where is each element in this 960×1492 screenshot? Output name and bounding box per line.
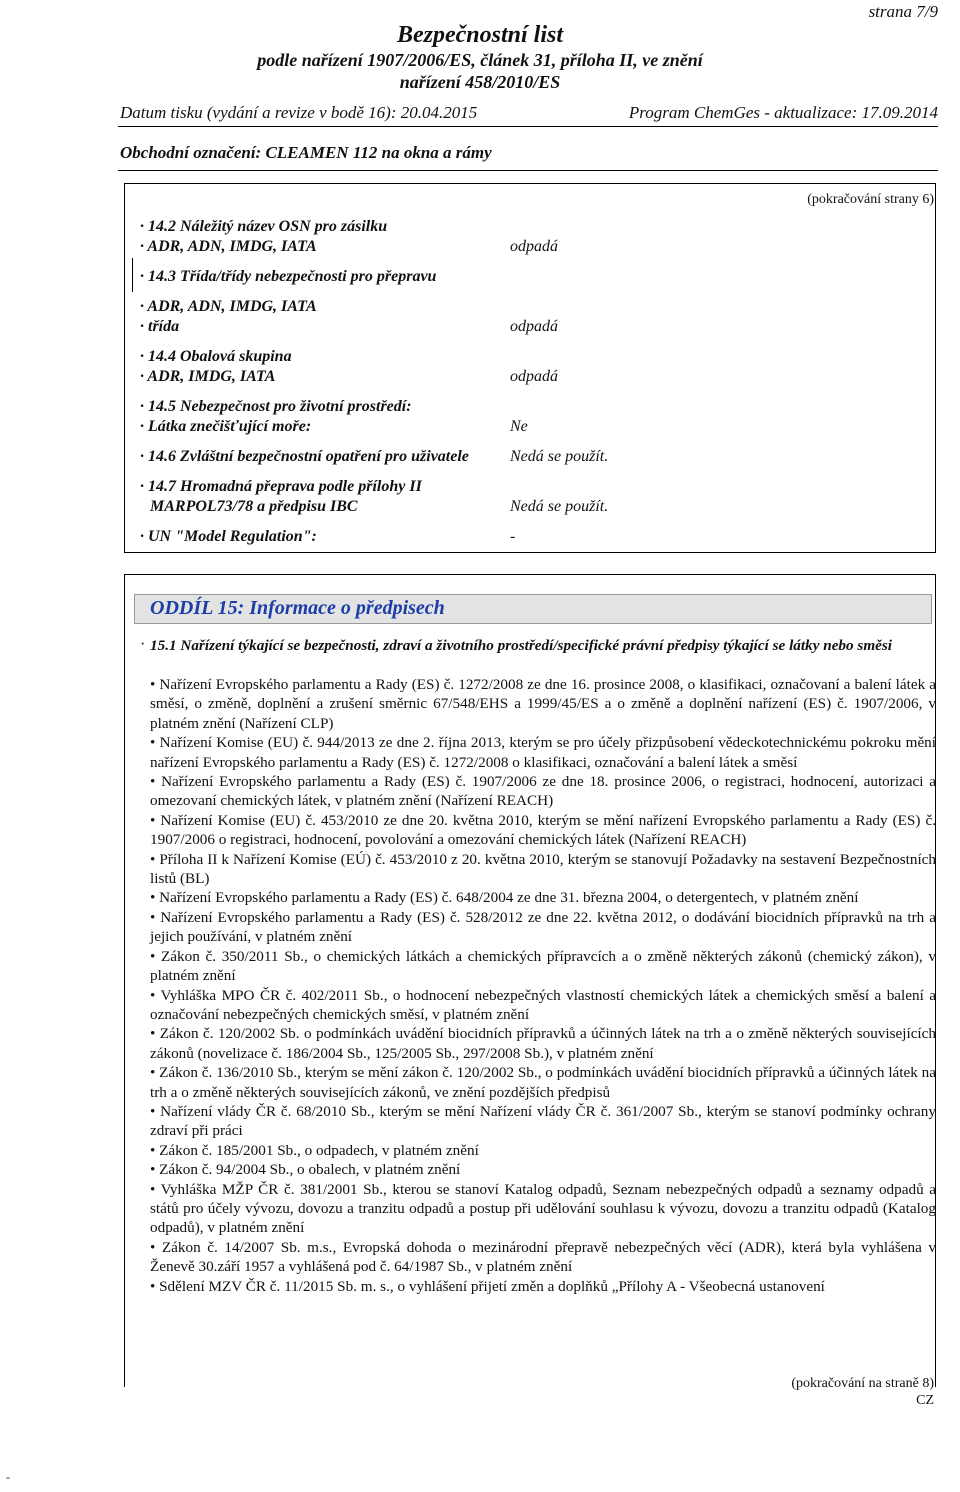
regulation-item: • Vyhláška MŽP ČR č. 381/2001 Sb., kterou se stanoví Katalog odpadů, Seznam nebezpečných odpadů a seznamy odpadů a států pro účely vývozu, dovozu a tranzitu odpadů a postup při udělování souhlasu k vývozu, dovozu a tranzitu odpadů (Katalog odpadů), v platném znění	[150, 1180, 936, 1237]
row-un-value: -	[510, 528, 516, 545]
row-marpol-label: MARPOL73/78 a předpisu IBC	[150, 498, 358, 515]
row-marpol-value: Nedá se použít.	[510, 498, 609, 515]
regulation-item: • Nařízení Evropského parlamentu a Rady (ES) č. 648/2004 ze dne 31. března 2004, o detergentech, v platném znění	[150, 889, 859, 907]
regulation-item: • Zákon č. 94/2004 Sb., o obalech, v platném znění	[150, 1161, 461, 1179]
regulation-item: • Sdělení MZV ČR č. 11/2015 Sb. m. s., o vyhlášení přijetí změn a doplňků „Přílohy A - Všeobecná ustanovení	[150, 1277, 825, 1295]
regulation-item: • Zákon č. 136/2010 Sb., kterým se mění zákon č. 120/2002 Sb., o podmínkách uvádění biocidních přípravků a účinných látek na trh a o změně některých souvisejících zákonů, ve znění pozdějších předpisů	[150, 1064, 936, 1101]
continued-on-next: (pokračování na straně 8)	[791, 1376, 934, 1391]
row-14-3-label: · 14.3 Třída/třídy nebezpečnosti pro přepravu	[140, 268, 437, 285]
row-adr-value: odpadá	[510, 238, 558, 255]
regulation-item: • Nařízení Komise (EU) č. 453/2010 ze dne 20. května 2010, kterým se mění nařízení Evropského parlamentu a Rady (ES) č. 1907/2006 o registraci, hodnocení, povolování a omezování chemických látek (Nařízení REACH)	[150, 811, 936, 849]
regulation-subtitle: podle nařízení 1907/2006/ES, článek 31, příloha II, ve znění	[257, 50, 703, 70]
document-title: Bezpečnostní list	[396, 22, 564, 48]
regulation-item: • Nařízení vlády ČR č. 68/2010 Sb., kterým se mění Nařízení vlády ČR č. 361/2007 Sb., kterým se stanoví podmínky ochrany zdraví při práci	[150, 1102, 936, 1140]
row-adr3-label: · ADR, IMDG, IATA	[140, 368, 276, 385]
trade-name: Obchodní označení: CLEAMEN 112 na okna a rámy	[120, 143, 492, 162]
print-date: Datum tisku (vydání a revize v bodě 16): 20.04.2015	[120, 103, 478, 122]
regulation-item: • Zákon č. 120/2002 Sb. o podmínkách uvádění biocidních přípravků a účinných látek na trh a o změně některých souvisejících zákonů (novelizace č. 186/2004 Sb., 125/2005 Sb., 297/2008 Sb.), v platném znění	[150, 1025, 936, 1062]
regulation-item: • Vyhláška MPO ČR č. 402/2011 Sb., o hodnocení nebezpečných vlastností chemických látek a chemických směsí a balení a označování nebezpečných chemických směsí, v platném znění	[150, 986, 936, 1023]
row-14-5-label: · 14.5 Nebezpečnost pro životní prostředí:	[140, 398, 412, 415]
regulation-item: • Nařízení Evropského parlamentu a Rady (ES) č. 1272/2008 ze dne 16. prosince 2008, o klasifikaci, označovaní a balení látek a směsí, o změně, doplnění a zrušení směrnic 67/548/EHS a 1999/45/ES a o změně a doplnění nařízení (ES) č. 1907/2006, v platném znění (Nařízení CLP)	[150, 676, 936, 732]
row-trida-label: · třída	[140, 318, 180, 335]
section-15-title: ODDÍL 15: Informace o předpisech	[150, 597, 445, 619]
regulation-item: • Nařízení Evropského parlamentu a Rady (ES) č. 528/2012 ze dne 22. května 2012, o dodávání biocidních přípravků na trh a jejich používání, v platném znění	[150, 908, 936, 946]
row-marine-label: · Látka znečišťující moře:	[140, 418, 312, 435]
margin-mark: -	[6, 1470, 10, 1484]
program-version: Program ChemGes - aktualizace: 17.09.2014	[628, 103, 938, 122]
row-adr2-label: · ADR, ADN, IMDG, IATA	[140, 298, 317, 315]
header-divider	[118, 126, 938, 127]
row-14-6-label: · 14.6 Zvláštní bezpečnostní opatření pro uživatele	[140, 448, 469, 465]
regulation-item: • Nařízení Komise (EU) č. 944/2013 ze dne 2. října 2013, kterým se pro účely přizpůsobení vědeckotechnickému pokroku mění nařízení Evropského parlamentu a Rady (ES) č. 1272/2008 o klasifikaci, označování a balení látek a směsí	[150, 734, 936, 771]
row-adr3-value: odpadá	[510, 368, 558, 385]
continued-from-previous: (pokračování strany 6)	[807, 192, 934, 207]
row-14-7-label: · 14.7 Hromadná přeprava podle přílohy II	[140, 478, 422, 495]
regulation-item: • Zákon č. 14/2007 Sb. m.s., Evropská dohoda o mezinárodní přepravě nebezpečných věcí (ADR), která byla vyhlášena v Ženevě 30.září 1957 a vyhlášená pod č. 64/1987 Sb., v platném znění	[150, 1238, 936, 1276]
regulation-item: • Zákon č. 350/2011 Sb., o chemických látkách a chemických přípravcích a o změně některých zákonů (chemický zákon), v platném znění	[150, 947, 936, 985]
row-marine-value: Ne	[510, 418, 528, 435]
page-number: strana 7/9	[868, 2, 938, 21]
row-14-2-label: · 14.2 Náležitý název OSN pro zásilku	[140, 218, 388, 235]
regulation-item: • Zákon č. 185/2001 Sb., o odpadech, v platném znění	[150, 1141, 479, 1159]
section-15-1-heading: 15.1 Nařízení týkající se bezpečnosti, zdraví a životního prostředí/specifické právní předpisy týkající se látky nebo směsi	[150, 637, 893, 654]
row-divider	[132, 258, 133, 292]
bullet-dot: ·	[140, 636, 146, 653]
row-un-label: · UN "Model Regulation":	[140, 528, 317, 545]
regulation-item: • Nařízení Evropského parlamentu a Rady (ES) č. 1907/2006 ze dne 18. prosince 2006, o registraci, hodnocení, autorizaci a omezovaní chemických látek, v platném znění (Nařízení REACH)	[150, 773, 936, 810]
language-code: CZ	[916, 1393, 934, 1408]
regulation-list	[150, 675, 936, 1296]
row-trida-value: odpadá	[510, 318, 558, 335]
row-adr-label: · ADR, ADN, IMDG, IATA	[140, 238, 317, 255]
trade-divider	[118, 170, 938, 171]
regulation-subtitle-2: nařízení 458/2010/ES	[399, 72, 561, 92]
row-14-4-label: · 14.4 Obalová skupina	[140, 348, 292, 365]
regulation-item: • Příloha II k Nařízení Komise (EÚ) č. 453/2010 z 20. května 2010, kterým se stanovují Požadavky na sestavení Bezpečnostních listů (BL)	[150, 850, 936, 888]
row-14-6-value: Nedá se použít.	[510, 448, 609, 465]
